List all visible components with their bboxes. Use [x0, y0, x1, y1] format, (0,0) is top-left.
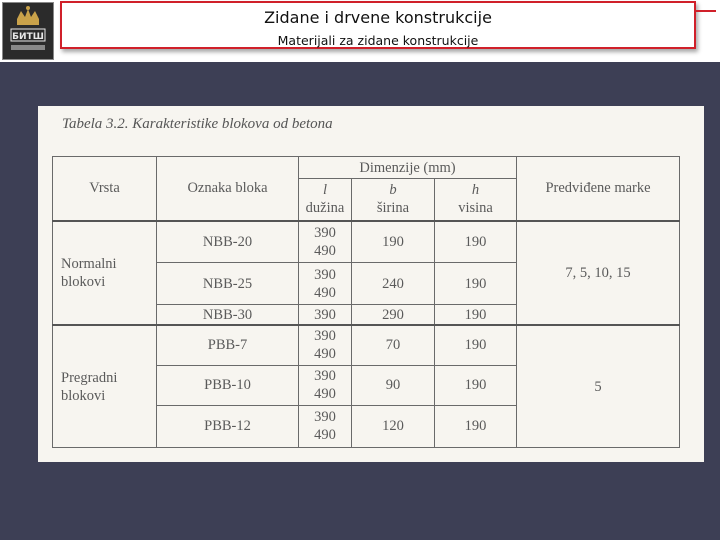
- cell-l2: 490: [314, 427, 336, 444]
- title-box: [60, 1, 696, 49]
- cell-h: 190: [435, 263, 517, 305]
- cell-b: 90: [352, 365, 435, 405]
- header-dimenzije: Dimenzije (mm): [299, 157, 517, 179]
- group-label-1: Pregradni: [61, 369, 118, 386]
- header-b-name: širina: [376, 200, 410, 217]
- header-b: [352, 179, 435, 221]
- header-vrsta: Vrsta: [53, 157, 157, 221]
- cell-l1: 390: [314, 368, 336, 385]
- group-pregradni: [53, 325, 157, 447]
- header-l-name: dužina: [305, 200, 345, 217]
- header-l-symbol: l: [322, 182, 328, 199]
- cell-l: [299, 263, 352, 305]
- group-label-2: blokovi: [61, 387, 106, 404]
- slide-subtitle: Materijali za zidane konstrukcije: [277, 33, 479, 48]
- cell-h: 190: [435, 365, 517, 405]
- table-caption: Tabela 3.2. Karakteristike blokova od betona: [62, 116, 333, 132]
- cell-oznaka: NBB-30: [157, 305, 299, 325]
- cell-l: [299, 325, 352, 365]
- school-logo: [2, 2, 54, 60]
- cell-l: [299, 405, 352, 447]
- header-l: [299, 179, 352, 221]
- cell-l: [299, 221, 352, 263]
- table-row: [53, 221, 680, 263]
- cell-oznaka: NBB-20: [157, 221, 299, 263]
- group-label-2: blokovi: [61, 273, 106, 290]
- cell-l2: 490: [314, 243, 336, 260]
- cell-l: [299, 365, 352, 405]
- header-b-symbol: b: [389, 182, 397, 199]
- cell-marke-normalni: 7, 5, 10, 15: [517, 221, 680, 325]
- cell-oznaka: PBB-12: [157, 405, 299, 447]
- cell-oznaka: PBB-10: [157, 365, 299, 405]
- cell-oznaka: NBB-25: [157, 263, 299, 305]
- group-label-1: Normalni: [61, 255, 117, 272]
- concrete-block-table: [52, 156, 680, 448]
- cell-l1: 390: [314, 225, 336, 242]
- cell-l1: 390: [314, 266, 336, 283]
- cell-b: 120: [352, 405, 435, 447]
- cell-b: 290: [352, 305, 435, 325]
- header-h-name: visina: [458, 200, 493, 217]
- cell-b: 240: [352, 263, 435, 305]
- group-normalni: [53, 221, 157, 325]
- cell-l2: 490: [314, 386, 336, 403]
- scanned-table-image: [38, 106, 704, 462]
- header-oznaka: Oznaka bloka: [157, 157, 299, 221]
- cell-b: 190: [352, 221, 435, 263]
- header-marke: Predviđene marke: [517, 157, 680, 221]
- cell-oznaka: PBB-7: [157, 325, 299, 365]
- cell-marke-pregradni: 5: [517, 325, 680, 447]
- cell-l1: 390: [314, 328, 336, 345]
- cell-h: 190: [435, 305, 517, 325]
- cell-l2: 490: [314, 346, 336, 363]
- logo-text: БИТШ: [12, 32, 44, 42]
- header-h-symbol: h: [471, 182, 480, 199]
- crown-emblem-icon: [3, 3, 53, 59]
- cell-l1: 390: [314, 409, 336, 426]
- cell-h: 190: [435, 405, 517, 447]
- table-row: [53, 325, 680, 365]
- header-h: [435, 179, 517, 221]
- cell-l2: 490: [314, 284, 336, 301]
- cell-b: 70: [352, 325, 435, 365]
- cell-h: 190: [435, 221, 517, 263]
- decor-line: [696, 10, 716, 12]
- cell-l: 390: [299, 305, 352, 325]
- slide-header: [0, 0, 720, 62]
- cell-h: 190: [435, 325, 517, 365]
- slide-title: Zidane i drvene konstrukcije: [264, 8, 492, 27]
